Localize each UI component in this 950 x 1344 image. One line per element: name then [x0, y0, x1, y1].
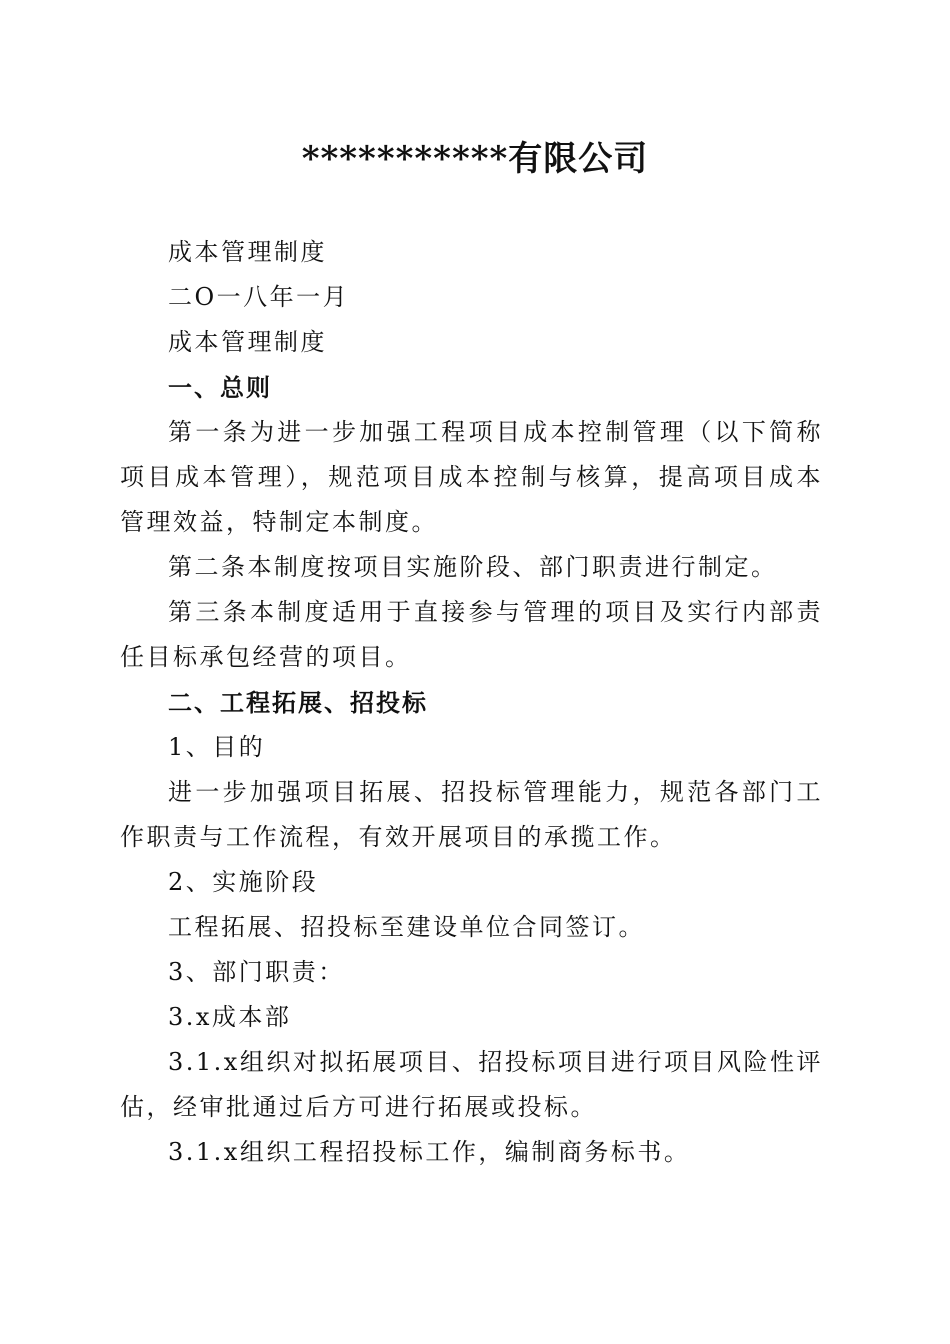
paragraph: 第三条本制度适用于直接参与管理的项目及实行内部责任目标承包经营的项目。	[120, 598, 823, 671]
paragraph: 二O一八年一月	[168, 283, 350, 311]
section-heading: 一、总则	[168, 373, 272, 402]
paragraph: 进一步加强项目拓展、招投标管理能力，规范各部门工作职责与工作流程，有效开展项目的承揽工作。	[120, 778, 823, 851]
paragraph: 3、部门职责：	[168, 958, 345, 986]
paragraph: 3.1.x组织工程招投标工作，编制商务标书。	[168, 1138, 691, 1166]
document-title: ***********有限公司	[301, 139, 649, 179]
paragraph: 第一条为进一步加强工程项目成本控制管理（以下简称项目成本管理），规范项目成本控制与核算，提高项目成本管理效益，特制定本制度。	[120, 418, 823, 536]
paragraph: 1、目的	[168, 733, 266, 761]
paragraph: 3.x成本部	[168, 1003, 292, 1031]
paragraph: 3.1.x组织对拟拓展项目、招投标项目进行项目风险性评估，经审批通过后方可进行拓展或投标。	[120, 1048, 823, 1121]
paragraph: 工程拓展、招投标至建设单位合同签订。	[168, 913, 645, 941]
paragraph: 第二条本制度按项目实施阶段、部门职责进行制定。	[168, 553, 778, 581]
paragraph: 2、实施阶段	[168, 868, 319, 896]
paragraph: 成本管理制度	[168, 328, 327, 356]
document-body	[120, 230, 823, 1175]
paragraph: 成本管理制度	[168, 238, 327, 266]
section-heading: 二、工程拓展、招投标	[168, 688, 428, 717]
